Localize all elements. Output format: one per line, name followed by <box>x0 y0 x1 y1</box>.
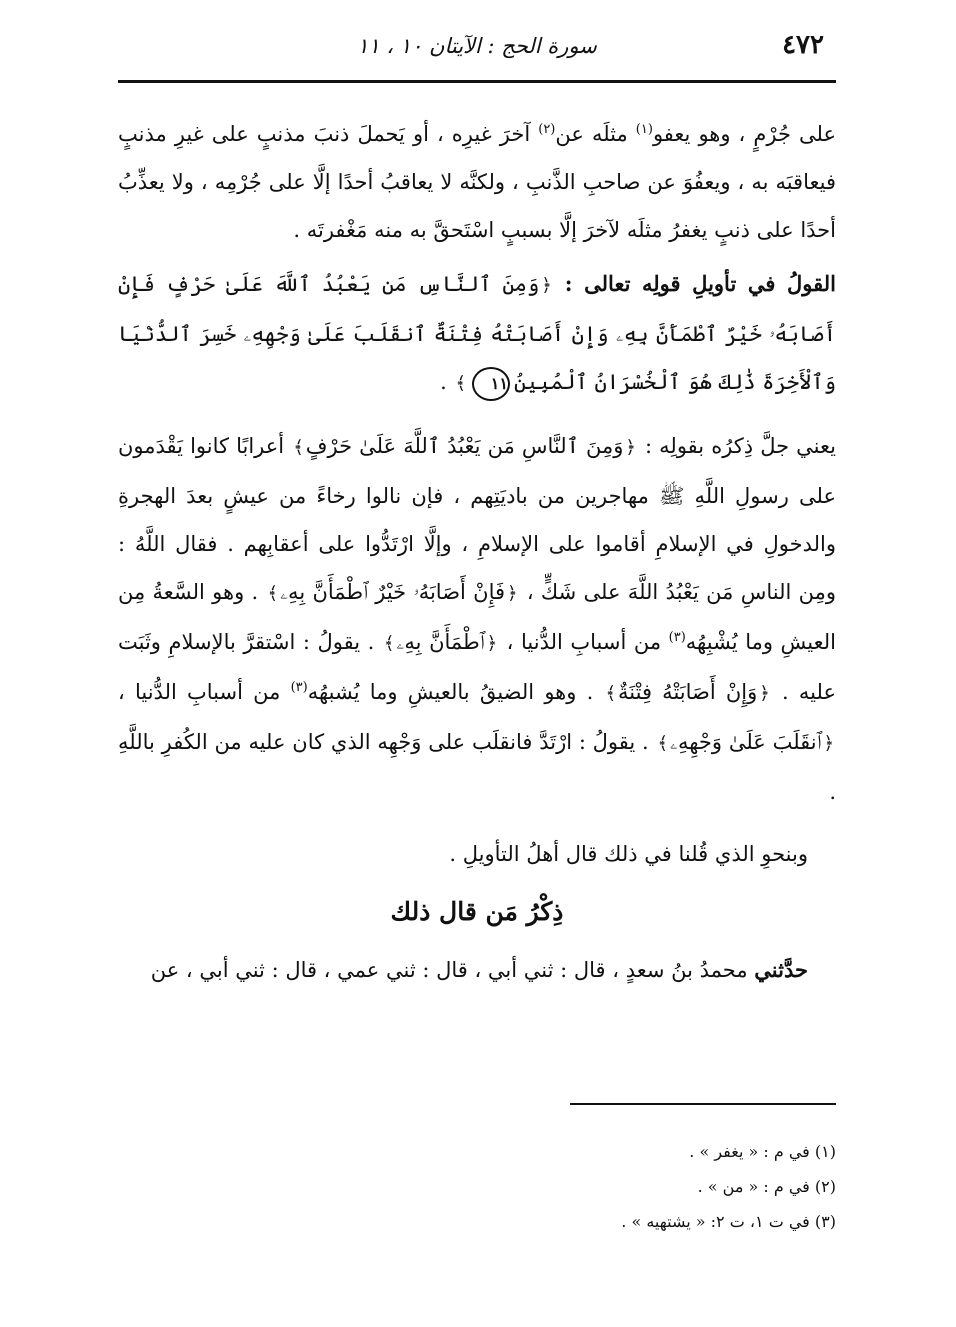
footnote-ref-3b: (٣) <box>290 680 308 695</box>
para1-part2: مثلَه عن <box>555 122 636 146</box>
para1-part1: على جُرْمٍ ، وهو يعفو <box>652 122 836 146</box>
ayah-number-badge: ١١ <box>472 367 510 401</box>
page-header <box>118 28 836 72</box>
ornate-bracket-close-icon: ﴾ <box>657 733 669 754</box>
ornate-bracket-close-icon: ﴾ <box>267 583 279 604</box>
ornate-bracket-open-icon: ﴿ <box>759 683 770 704</box>
paragraph-5 <box>118 946 836 994</box>
quran-quote: ٱنقَلَبَ عَلَىٰ وَجْهِهِۦ <box>670 730 822 754</box>
paragraph-1 <box>118 110 836 254</box>
ornate-bracket-close-icon: ﴾ <box>455 373 466 394</box>
ornate-bracket-close-icon: ﴾ <box>605 683 617 704</box>
ornate-bracket-open-icon: ﴿ <box>541 275 552 296</box>
ornate-bracket-open-icon: ﴿ <box>823 733 834 754</box>
quran-verse: وَمِنَ ٱلنَّاسِ مَن يَعْبُدُ ٱللَّهَ عَلَىٰ حَرْفٍ فَإِنْ أَصَابَهُۥ خَيْرٌ ٱطْمَأَنَّ بِهِۦ وَإِنْ أَصَابَتْهُ فِتْنَةٌ ٱنقَلَبَ عَلَىٰ وَجْهِهِۦ خَسِرَ ٱلدُّنْيَا وَٱلْأَخِرَةَ ذَٰلِكَ هُوَ ٱلْخُسْرَانُ ٱلْمُبِينُ <box>118 272 836 394</box>
para3-p7: من أسبابِ الدُّنيا ، <box>118 680 291 704</box>
para3-p5: . يقولُ : اسْتقرَّ بالإسلامِ وثَبَت عليه . <box>118 630 836 704</box>
page-number: ٤٧٢ <box>782 30 824 60</box>
quran-quote: ٱطْمَأَنَّ بِهِۦ <box>396 630 485 654</box>
ornate-bracket-open-icon: ﴿ <box>507 583 518 604</box>
lead-phrase: القولُ في تأويلِ قولِه تعالى : <box>564 271 836 296</box>
footnote-ref-1: (١) <box>635 122 653 137</box>
para1-part3: آخرَ غيرِه ، أو يَحملَ ذنبَ مذنبٍ على غيرِ مذنبٍ فيعاقبَه به ، ويعفُوَ عن صاحبِ الذَّنبِ ، ولكنَّه لا يعاقبُ أحدًا إلَّا على جُرْمِه ، ولا يعذِّبُ أحدًا على ذنبٍ يغفرُ مثلَه لآخرَ إلَّا بسببٍ اسْتَحقَّ به منه مَغْفرتَه . <box>118 122 836 242</box>
spacer <box>118 408 836 422</box>
header-rule <box>118 80 836 83</box>
ornate-bracket-open-icon: ﴿ <box>625 437 636 458</box>
paragraph-2 <box>118 260 836 408</box>
footnote-3: (٣) في ت ١، ت ٢: « يشتهيه » . <box>621 1212 836 1231</box>
main-text <box>118 110 836 994</box>
footnotes <box>118 1134 836 1239</box>
footnote-rule <box>570 1103 836 1105</box>
footnote-1: (١) في م : « يغفر » . <box>689 1142 836 1161</box>
ornate-bracket-close-icon: ﴾ <box>383 633 395 654</box>
paragraph-4: وبنحوِ الذي قُلنا في ذلك قال أهلُ التأويلِ . <box>449 842 808 866</box>
para3-p8: . يقولُ : ارْتَدَّ فانقلَب على وَجْهِه الذي كان عليه من الكُفرِ باللَّهِ . <box>118 730 836 804</box>
para3-p1: يعني جلَّ ذِكرُه بقولِه : <box>645 434 836 458</box>
quran-quote: وَمِنَ ٱلنَّاسِ مَن يَعْبُدُ ٱللَّهَ عَلَىٰ حَرْفٍ <box>305 434 624 458</box>
isnad-rest: محمدُ بنُ سعدٍ ، قال : ثني أبي ، قال : ثني عمي ، قال : ثني أبي ، عن <box>150 958 755 982</box>
section-heading: ذِكْرُ مَن قال ذلك <box>390 897 564 926</box>
quran-quote: وَإِنْ أَصَابَتْهُ فِتْنَةٌ <box>618 680 758 704</box>
para2-end: . <box>440 370 447 394</box>
spacer <box>118 816 836 830</box>
para3-p3: . وهو السَّعةُ مِن العيشِ وما يُشْبِهُه <box>118 580 837 654</box>
para3-p6: . وهو الضيقُ بالعيشِ وما يُشبهُه <box>307 680 594 704</box>
running-title: سورة الحج : الآيتان ١٠ ، ١١ <box>357 34 597 58</box>
quran-quote: فَإِنْ أَصَابَهُۥ خَيْرٌ ٱطْمَأَنَّ بِهِۦ <box>280 580 506 604</box>
ornate-bracket-close-icon: ﴾ <box>293 437 304 458</box>
paragraph-3 <box>118 422 836 816</box>
ornate-bracket-open-icon: ﴿ <box>486 633 498 654</box>
footnote-ref-3: (٣) <box>668 630 686 645</box>
footnote-ref-2: (٢) <box>538 122 556 137</box>
footnote-2: (٢) في م : « من » . <box>697 1177 836 1196</box>
isnad-lead: حدَّثني <box>754 957 808 982</box>
para3-p4: من أسبابِ الدُّنيا ، <box>506 630 669 654</box>
para3-p2: أعرابًا كانوا يَقْدَمون على رسولِ اللَّهِ ﷺ مهاجرين من باديَتِهم ، فإن نالوا رخاءً من عيشٍ بعدَ الهجرةِ والدخولِ في الإسلامِ أقاموا على الإسلامِ ، وإلَّا ارْتَدُّوا على أعقابِهم . فقال اللَّهُ : ومِن الناسِ مَن يَعْبُدُ اللَّهَ على شَكٍّ ، <box>118 434 836 604</box>
